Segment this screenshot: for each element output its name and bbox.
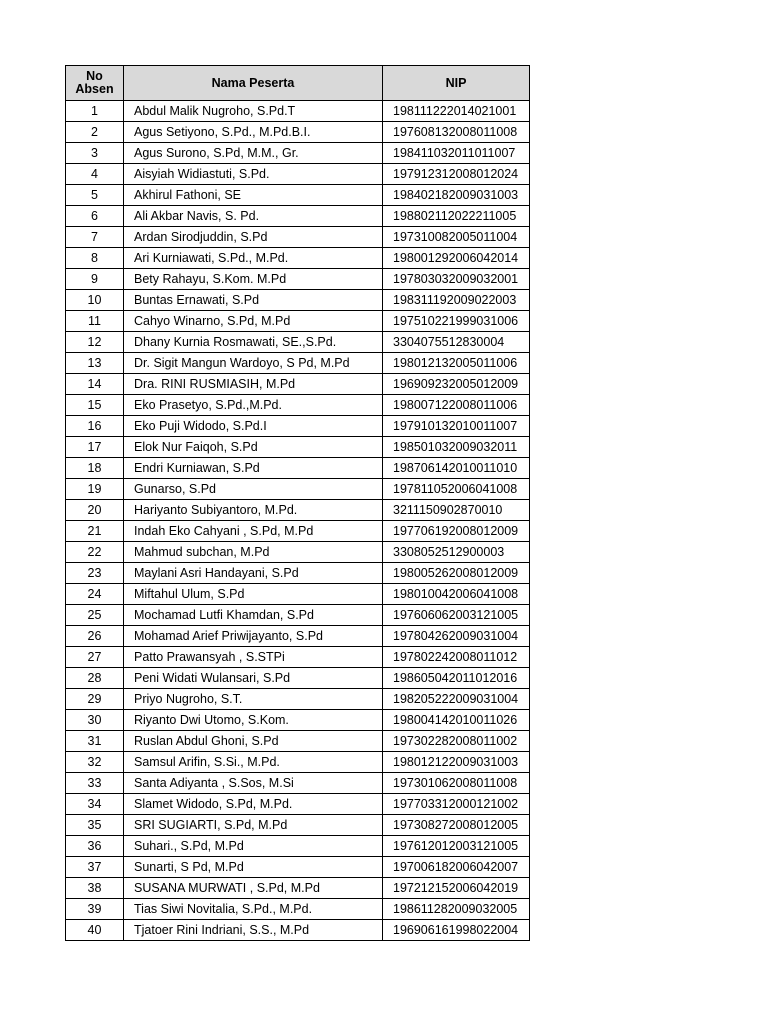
participant-name: Bety Rahayu, S.Kom. M.Pd — [124, 269, 383, 290]
participant-name: Agus Setiyono, S.Pd., M.Pd.B.I. — [124, 122, 383, 143]
table-row — [66, 836, 530, 857]
row-number: 28 — [66, 668, 124, 689]
table-row — [66, 668, 530, 689]
table-row — [66, 479, 530, 500]
participant-nip: 197606062003121005 — [383, 605, 530, 626]
row-number: 10 — [66, 290, 124, 311]
row-number: 39 — [66, 899, 124, 920]
table-row — [66, 143, 530, 164]
table-row — [66, 500, 530, 521]
participant-nip: 197301062008011008 — [383, 773, 530, 794]
participant-name: Indah Eko Cahyani , S.Pd, M.Pd — [124, 521, 383, 542]
row-number: 21 — [66, 521, 124, 542]
row-number: 22 — [66, 542, 124, 563]
table-row — [66, 626, 530, 647]
row-number: 35 — [66, 815, 124, 836]
row-number: 40 — [66, 920, 124, 941]
row-number: 16 — [66, 416, 124, 437]
participant-name: Eko Prasetyo, S.Pd.,M.Pd. — [124, 395, 383, 416]
participant-nip: 197510221999031006 — [383, 311, 530, 332]
table-row — [66, 584, 530, 605]
participant-nip: 198010042006041008 — [383, 584, 530, 605]
row-number: 24 — [66, 584, 124, 605]
participant-nip: 197308272008012005 — [383, 815, 530, 836]
table-row — [66, 815, 530, 836]
table-row — [66, 773, 530, 794]
participant-nip: 198205222009031004 — [383, 689, 530, 710]
table-row — [66, 248, 530, 269]
participant-nip: 197608132008011008 — [383, 122, 530, 143]
participant-name: Peni Widati Wulansari, S.Pd — [124, 668, 383, 689]
header-nama-peserta: Nama Peserta — [124, 66, 383, 101]
participant-nip: 198501032009032011 — [383, 437, 530, 458]
row-number: 36 — [66, 836, 124, 857]
participant-name: Mochamad Lutfi Khamdan, S.Pd — [124, 605, 383, 626]
row-number: 17 — [66, 437, 124, 458]
participant-name: SUSANA MURWATI , S.Pd, M.Pd — [124, 878, 383, 899]
table-row — [66, 122, 530, 143]
row-number: 6 — [66, 206, 124, 227]
row-number: 14 — [66, 374, 124, 395]
table-row — [66, 185, 530, 206]
participant-nip: 198311192009022003 — [383, 290, 530, 311]
table-row — [66, 521, 530, 542]
table-row — [66, 458, 530, 479]
row-number: 3 — [66, 143, 124, 164]
participant-name: Eko Puji Widodo, S.Pd.I — [124, 416, 383, 437]
header-no-line2: Absen — [75, 82, 114, 96]
participant-nip: 197803032009032001 — [383, 269, 530, 290]
table-row — [66, 563, 530, 584]
participant-name: Endri Kurniawan, S.Pd — [124, 458, 383, 479]
participant-name: Riyanto Dwi Utomo, S.Kom. — [124, 710, 383, 731]
participant-nip: 198012132005011006 — [383, 353, 530, 374]
table-row — [66, 374, 530, 395]
participant-nip: 197703312000121002 — [383, 794, 530, 815]
table-row — [66, 353, 530, 374]
participant-nip: 198706142010011010 — [383, 458, 530, 479]
row-number: 19 — [66, 479, 124, 500]
participant-name: SRI SUGIARTI, S.Pd, M.Pd — [124, 815, 383, 836]
table-row — [66, 164, 530, 185]
participant-nip: 197302282008011002 — [383, 731, 530, 752]
participant-name: Abdul Malik Nugroho, S.Pd.T — [124, 101, 383, 122]
participant-nip: 197912312008012024 — [383, 164, 530, 185]
participant-name: Miftahul Ulum, S.Pd — [124, 584, 383, 605]
row-number: 27 — [66, 647, 124, 668]
row-number: 5 — [66, 185, 124, 206]
table-row — [66, 290, 530, 311]
table-row — [66, 710, 530, 731]
row-number: 26 — [66, 626, 124, 647]
participant-name: Ruslan Abdul Ghoni, S.Pd — [124, 731, 383, 752]
table-row — [66, 794, 530, 815]
row-number: 18 — [66, 458, 124, 479]
participant-name: Santa Adiyanta , S.Sos, M.Si — [124, 773, 383, 794]
table-row — [66, 101, 530, 122]
participant-nip: 3304075512830004 — [383, 332, 530, 353]
participant-nip: 3211150902870010 — [383, 500, 530, 521]
header-nip: NIP — [383, 66, 530, 101]
row-number: 1 — [66, 101, 124, 122]
row-number: 34 — [66, 794, 124, 815]
row-number: 37 — [66, 857, 124, 878]
table-row — [66, 332, 530, 353]
participant-nip: 197310082005011004 — [383, 227, 530, 248]
participant-nip: 197612012003121005 — [383, 836, 530, 857]
participant-name: Samsul Arifin, S.Si., M.Pd. — [124, 752, 383, 773]
participant-name: Ardan Sirodjuddin, S.Pd — [124, 227, 383, 248]
participant-nip: 198007122008011006 — [383, 395, 530, 416]
participant-name: Ali Akbar Navis, S. Pd. — [124, 206, 383, 227]
participant-nip: 197706192008012009 — [383, 521, 530, 542]
participant-name: Aisyiah Widiastuti, S.Pd. — [124, 164, 383, 185]
participant-nip: 198004142010011026 — [383, 710, 530, 731]
row-number: 9 — [66, 269, 124, 290]
table-row — [66, 206, 530, 227]
row-number: 30 — [66, 710, 124, 731]
table-row — [66, 605, 530, 626]
row-number: 12 — [66, 332, 124, 353]
table-row — [66, 752, 530, 773]
table-header — [66, 66, 530, 101]
participant-nip: 198611282009032005 — [383, 899, 530, 920]
participant-name: Maylani Asri Handayani, S.Pd — [124, 563, 383, 584]
participant-name: Dhany Kurnia Rosmawati, SE.,S.Pd. — [124, 332, 383, 353]
table-row — [66, 227, 530, 248]
table-row — [66, 311, 530, 332]
row-number: 20 — [66, 500, 124, 521]
participant-name: Cahyo Winarno, S.Pd, M.Pd — [124, 311, 383, 332]
participant-nip: 197804262009031004 — [383, 626, 530, 647]
participant-name: Suhari., S.Pd, M.Pd — [124, 836, 383, 857]
row-number: 13 — [66, 353, 124, 374]
participant-nip: 197802242008011012 — [383, 647, 530, 668]
participant-name: Elok Nur Faiqoh, S.Pd — [124, 437, 383, 458]
participant-name: Priyo Nugroho, S.T. — [124, 689, 383, 710]
participant-nip: 3308052512900003 — [383, 542, 530, 563]
row-number: 7 — [66, 227, 124, 248]
header-no-absen — [66, 66, 124, 101]
participant-nip: 197910132010011007 — [383, 416, 530, 437]
row-number: 33 — [66, 773, 124, 794]
participant-name: Buntas Ernawati, S.Pd — [124, 290, 383, 311]
participant-nip: 198402182009031003 — [383, 185, 530, 206]
table-row — [66, 731, 530, 752]
participant-name: Mahmud subchan, M.Pd — [124, 542, 383, 563]
row-number: 11 — [66, 311, 124, 332]
row-number: 4 — [66, 164, 124, 185]
participant-nip: 196909232005012009 — [383, 374, 530, 395]
participant-table — [65, 65, 530, 941]
table-row — [66, 437, 530, 458]
row-number: 25 — [66, 605, 124, 626]
row-number: 29 — [66, 689, 124, 710]
participant-name: Agus Surono, S.Pd, M.M., Gr. — [124, 143, 383, 164]
row-number: 31 — [66, 731, 124, 752]
participant-nip: 198802112022211005 — [383, 206, 530, 227]
table-row — [66, 647, 530, 668]
row-number: 15 — [66, 395, 124, 416]
participant-nip: 197212152006042019 — [383, 878, 530, 899]
table-row — [66, 269, 530, 290]
participant-name: Tjatoer Rini Indriani, S.S., M.Pd — [124, 920, 383, 941]
participant-name: Slamet Widodo, S.Pd, M.Pd. — [124, 794, 383, 815]
table-row — [66, 542, 530, 563]
participant-name: Akhirul Fathoni, SE — [124, 185, 383, 206]
participant-name: Gunarso, S.Pd — [124, 479, 383, 500]
participant-name: Dra. RINI RUSMIASIH, M.Pd — [124, 374, 383, 395]
header-no-line1: No — [86, 69, 103, 83]
participant-nip: 198012122009031003 — [383, 752, 530, 773]
participant-nip: 198411032011011007 — [383, 143, 530, 164]
participant-nip: 198001292006042014 — [383, 248, 530, 269]
participant-nip: 198605042011012016 — [383, 668, 530, 689]
table-row — [66, 395, 530, 416]
participant-name: Ari Kurniawati, S.Pd., M.Pd. — [124, 248, 383, 269]
table-row — [66, 878, 530, 899]
row-number: 32 — [66, 752, 124, 773]
table-row — [66, 899, 530, 920]
table-row — [66, 857, 530, 878]
participant-name: Sunarti, S Pd, M.Pd — [124, 857, 383, 878]
participant-nip: 197006182006042007 — [383, 857, 530, 878]
row-number: 8 — [66, 248, 124, 269]
participant-name: Mohamad Arief Priwijayanto, S.Pd — [124, 626, 383, 647]
row-number: 23 — [66, 563, 124, 584]
participant-nip: 196906161998022004 — [383, 920, 530, 941]
table-row — [66, 416, 530, 437]
header-row — [66, 66, 530, 101]
participant-name: Tias Siwi Novitalia, S.Pd., M.Pd. — [124, 899, 383, 920]
participant-name: Patto Prawansyah , S.STPi — [124, 647, 383, 668]
row-number: 2 — [66, 122, 124, 143]
participant-nip: 198005262008012009 — [383, 563, 530, 584]
participant-nip: 198111222014021001 — [383, 101, 530, 122]
table-row — [66, 920, 530, 941]
table-row — [66, 689, 530, 710]
participant-name: Hariyanto Subiyantoro, M.Pd. — [124, 500, 383, 521]
participant-nip: 197811052006041008 — [383, 479, 530, 500]
row-number: 38 — [66, 878, 124, 899]
table-body — [66, 101, 530, 941]
participant-name: Dr. Sigit Mangun Wardoyo, S Pd, M.Pd — [124, 353, 383, 374]
